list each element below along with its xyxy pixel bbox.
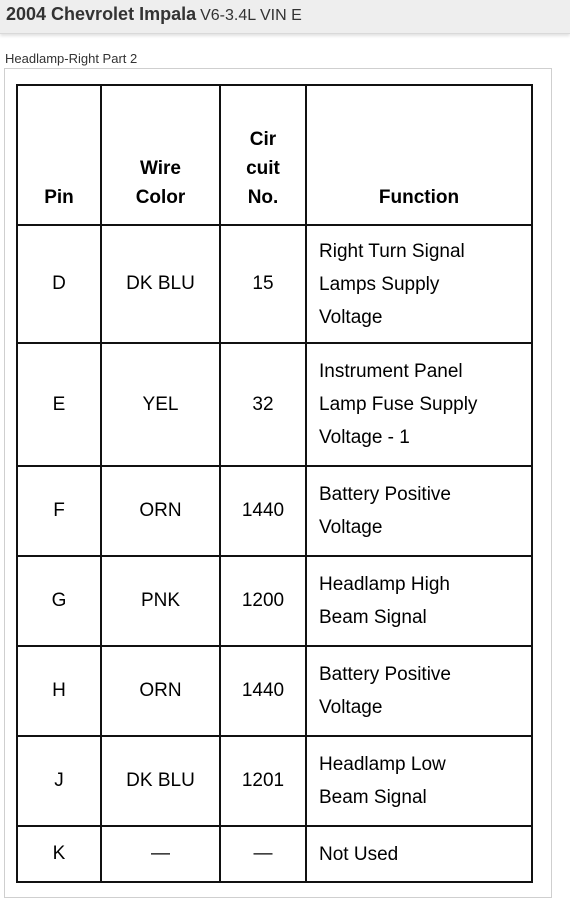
pin-cell: G — [17, 556, 101, 646]
function-cell: Headlamp High Beam Signal — [306, 556, 532, 646]
engine-subtitle: V6-3.4L VIN E — [200, 7, 302, 24]
wire-color-cell: PNK — [101, 556, 220, 646]
page-header — [0, 0, 570, 34]
table-row — [17, 826, 532, 882]
vehicle-name: 2004 Chevrolet Impala — [6, 4, 197, 24]
pin-cell: K — [17, 826, 101, 882]
column-header-pin: Pin — [17, 85, 101, 225]
wire-color-cell: — — [101, 826, 220, 882]
function-cell: Battery Positive Voltage — [306, 466, 532, 556]
function-cell: Right Turn Signal Lamps Supply Voltage — [306, 225, 532, 343]
function-cell: Battery Positive Voltage — [306, 646, 532, 736]
circuit-cell: — — [220, 826, 306, 882]
document-label: Headlamp-Right Part 2 — [5, 51, 138, 66]
column-header-function: Function — [306, 85, 532, 225]
connector-pinout-table — [16, 84, 533, 883]
function-cell: Not Used — [306, 826, 532, 882]
table-row — [17, 736, 532, 826]
function-cell: Instrument Panel Lamp Fuse Supply Voltage - 1 — [306, 343, 532, 466]
circuit-cell: 1200 — [220, 556, 306, 646]
column-header-wire-color: Wire Color — [101, 85, 220, 225]
pin-cell: E — [17, 343, 101, 466]
table-row — [17, 225, 532, 343]
table-header-row — [17, 85, 532, 225]
wire-color-cell: ORN — [101, 466, 220, 556]
function-cell: Headlamp Low Beam Signal — [306, 736, 532, 826]
pin-cell: H — [17, 646, 101, 736]
table-row — [17, 343, 532, 466]
circuit-cell: 1440 — [220, 466, 306, 556]
circuit-cell: 15 — [220, 225, 306, 343]
column-header-circuit-no: Cir cuit No. — [220, 85, 306, 225]
circuit-cell: 1440 — [220, 646, 306, 736]
vehicle-title — [6, 2, 302, 28]
wire-color-cell: ORN — [101, 646, 220, 736]
table-row — [17, 646, 532, 736]
table-row — [17, 556, 532, 646]
circuit-cell: 1201 — [220, 736, 306, 826]
pin-cell: D — [17, 225, 101, 343]
circuit-cell: 32 — [220, 343, 306, 466]
wire-color-cell: DK BLU — [101, 736, 220, 826]
pin-cell: F — [17, 466, 101, 556]
wire-color-cell: YEL — [101, 343, 220, 466]
table-row — [17, 466, 532, 556]
wire-color-cell: DK BLU — [101, 225, 220, 343]
pin-cell: J — [17, 736, 101, 826]
